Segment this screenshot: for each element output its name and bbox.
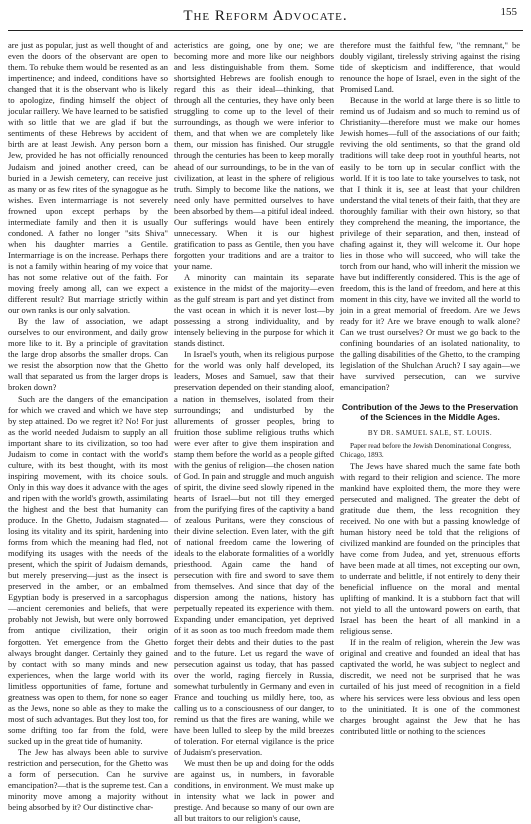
column-2-paragraph: acteristics are going, one by one; we are becoming more and more like our neighbors and less distinguishable from them. Some shortsighted Hebrews are foolish enough to regard this as their ideal—thinking, that through all the centuries, they have only been struggling to come up to the level of their surroundings, as though we were inferior to them, and that when we are completely like them, our mission has finished. Our struggle through the centuries has been to keep morally ahead of our surroundings, to be in the van of civilization, at least in the sphere of religious truth. Simply to become like the nations, we need only have permitted ourselves to have been absorbed by them—a pitiful ideal indeed. Our sufferings would have been entirely unnecessary. When it is our highest gratification to pass as Gentile, then you have forgotten your traditions and are a traitor to your name. xyxy=(174,40,334,271)
column-1-paragraph: are just as popular, just as well thought of and even the doors of the observant are open to them. To rebuke them would be resented as an impertinence; and indeed, conditions have so changed that it is the observant who is likely to apologize, finding himself the object of jocular raillery. We have learned to be satisfied with so little that we are glad if but the sentiments of these Hebrews by accident of birth are at least Jewish. Any person born a Jew, provided he has not officially renounced Judaism and joined another creed, can be buried in a Jewish cemetery, can receive just as many or as few rites of the synagogue as he wishes. Even intermarriage is not severely frowned upon except perhaps by the intermediate family and then it is usually condoned. A father no longer "sits Shiva" when his daughter marries a Gentile. Intermarriage is on the increase. Perhaps there is not a family within hearing of my voice that has not some relative out of the faith. For moving freely among all, can we expect a different result? But marriage strictly within our own ranks is our only salvation. xyxy=(8,40,168,316)
column-2-paragraph: A minority can maintain its separate existence in the midst of the majority—even as the gulf stream is part and yet distinct from the vast ocean in which it is never lost—by possessing a strong individuality, and by intensely believing in the purpose for which it stands distinct. xyxy=(174,271,334,349)
article-byline: BY DR. SAMUEL SALE, ST. LOUIS. xyxy=(367,428,493,437)
publication-title: The Reform Advocate. xyxy=(183,8,348,24)
article-paragraph: If in the realm of religion, wherein the Jew was original and creative and founded an ideal that has captivated the world, he was subject to neglect and discredit, we need not be surprised that he was curtailed of his just meed of recognition in a field where his services were less obvious and less open to the uninitiated. It is one of the commonest charges brought against the Jew that he has contributed little or nothing to the sciences xyxy=(340,637,520,736)
column-1-paragraph: Such are the dangers of the emancipation for which we craved and which we have step by step attained. Do we regret it? No! For just as the world needed Judaism to supply an all important share to its civilization, so too had Judaism to come in contact with the world's culture, with its best thought, with its most inspiring movement, with its choice souls. Only in this way does it advance with the ages and ripen with the world's growth, assimilating the highest and the best that humanity can produce. In the Ghetto, Judaism stagnated—losing its vitality and its spirit, hardening into forms from which the meaning had fled, not modifying its usages with the needs of the present, which the spirit of Judaism demands, but merely preserving—just as the insect is preserved in the amber, or an embalmed Egyptian body is preserved in a sarcophagus—ancient ceremonies and beliefs, that were probably not Jewish, but were only borrowed from antique civilization, their origin forgotten. Yet emergence from the Ghetto always brought danger. Certainly they gained by contact with so many minds and new experiences, when the large world with its limitless opportunities of fame, fortune and greatness was open to them, for none so eager as the Jews, none so able as they to make the most of such advantages. But they lost too, for some drifting too far from the fold, were sucked up in the great tide of humanity. xyxy=(8,393,168,746)
column-2-paragraph: In Israel's youth, when its religious purpose for the world was only half developed, its leaders, Moses and Samuel, saw that their preservation depended on their standing aloof, a nation in themselves, isolated from their surroundings; and undisturbed by the allurements of grosser peoples, bring to fruition those sublime religious truths which were ever after to give them inspiration and stamp them before the world as a people gifted with the genius of religion—the chosen nation of God. In pain and struggle and much anguish of spirit, the divine seed slowly ripened in the hearts of Israel—but not till they emerged from the purifying fires of the captivity a band of zealous Puritans, were they conscious of their divine selection. Even later, with the gift of national freedom came the lowering of ideals to the elaborate formalities of a worldly priesthood. Again came the hand of persecution with fire and sword to save them from themselves. And since that day of the dispersion among the nations, history has perpetually repeated its experience with them. Expanding under emancipation, yet deprived of it as soon as too much freedom made them forget their debts and their duties to the past and to the future. Let us regard the wave of persecution against us today, that has passed over the world, raging fiercely in Russia, somewhat turbulently in Germany and even in France and touching us mildly here, too, as calling us to a consciousness of our danger, to remind us that the fires are waning, while we have been lulled to sleep by the mild breezes of toleration. For eternal vigilance is the price of Judaism's preservation. xyxy=(174,349,334,757)
column-1-paragraph: The Jew has always been able to survive restriction and persecution, for the Ghetto was a form of persecution. Can he survive emancipation?—that is the supreme test. Can a minority move among a majority without being absorbed by it? Our distinctive char- xyxy=(8,747,168,813)
column-3-paragraph: Because in the world at large there is so little to remind us of Judaism and so much to remind us of Christianity—therefore must we make our homes Jewish homes—full of the associations of our faith; reviving the old sentiments, so that the grand old traditions will take deep root in youthful hearts, not easily to be torn up in secular conflict with the world. If it is too late to take yourselves to task, not that I think it is, see at least that your children understand the vital tenets of their faith, that they are thoroughly familiar with their own history, so that they comprehend the meaning, the importance, the privilege of their separation, and then, instead of chafing against it, they will welcome it. Our hope lies in those who will succeed, who will take the torch from our hand, who will inherit the mission we have but indifferently considered. This is the age of freedom, this is the land of freedom, and here at this moment in this city, have we invited all the world to join in a great memorial of freedom. Are we Jews ready for it? Are we brave enough to walk alone? Can we trust ourselves? Or must we go back to the confining boundaries of an isolated nationality, to the galling disabilities of the Ghetto, to the cramping legislation of the Shulchan Aruch? I say again—we have survived persecution, can we survive emancipation? xyxy=(340,95,520,393)
page-number: 155 xyxy=(500,6,517,18)
column-3 xyxy=(340,40,520,756)
article-note: Paper read before the Jewish Denominational Congress, Chicago, 1893. xyxy=(340,441,512,460)
column-1 xyxy=(8,40,168,813)
column-1-paragraph: By the law of association, we adapt ourselves to our environment, and daily grow more like to it. By a principle of gravitation the large drop absorbs the smaller drops. Can we resist the absorption now that the Ghetto wall that separated us from the larger drops is broken down? xyxy=(8,316,168,393)
page-header xyxy=(0,0,531,32)
header-rule xyxy=(8,30,523,31)
article-paragraph: The Jews have shared much the same fate both with regard to their religion and science. The more mankind have exploited them, the more they were persecuted and maligned. The greater the debt of gratitude due them, the less recognition they received. No one with but a passing knowledge of human history need be told that the religions of civilized mankind are founded on the principles that have come from Judea, and yet, strenuous efforts have been made at all times, not excepting our own, to underrate and belittle, if not entirely to deny their beneficial influence on the moral and mental uplifting of mankind. It is a stubborn fact that will not yield to all the untoward powers on earth, that Israel has been the heart of all mankind in a religious sense. xyxy=(340,460,520,637)
article-title: Contribution of the Jews to the Preservation of the Sciences in the Middle Ages. xyxy=(341,401,519,422)
column-3-paragraph: therefore must the faithful few, "the remnant," be doubly vigilant, tirelessly striving against the rising tide of skepticism and indifference, that would renounce the hope of Israel, even in the sight of the Promised Land. xyxy=(340,40,520,95)
column-2-paragraph: We must then be up and doing for the odds are against us, in numbers, in favorable conditions, in environment. We must make up in intensity what we lack in power and prestige. And because so many of our own are all but traitors to our religion's cause, xyxy=(174,758,334,824)
column-2 xyxy=(174,40,334,824)
